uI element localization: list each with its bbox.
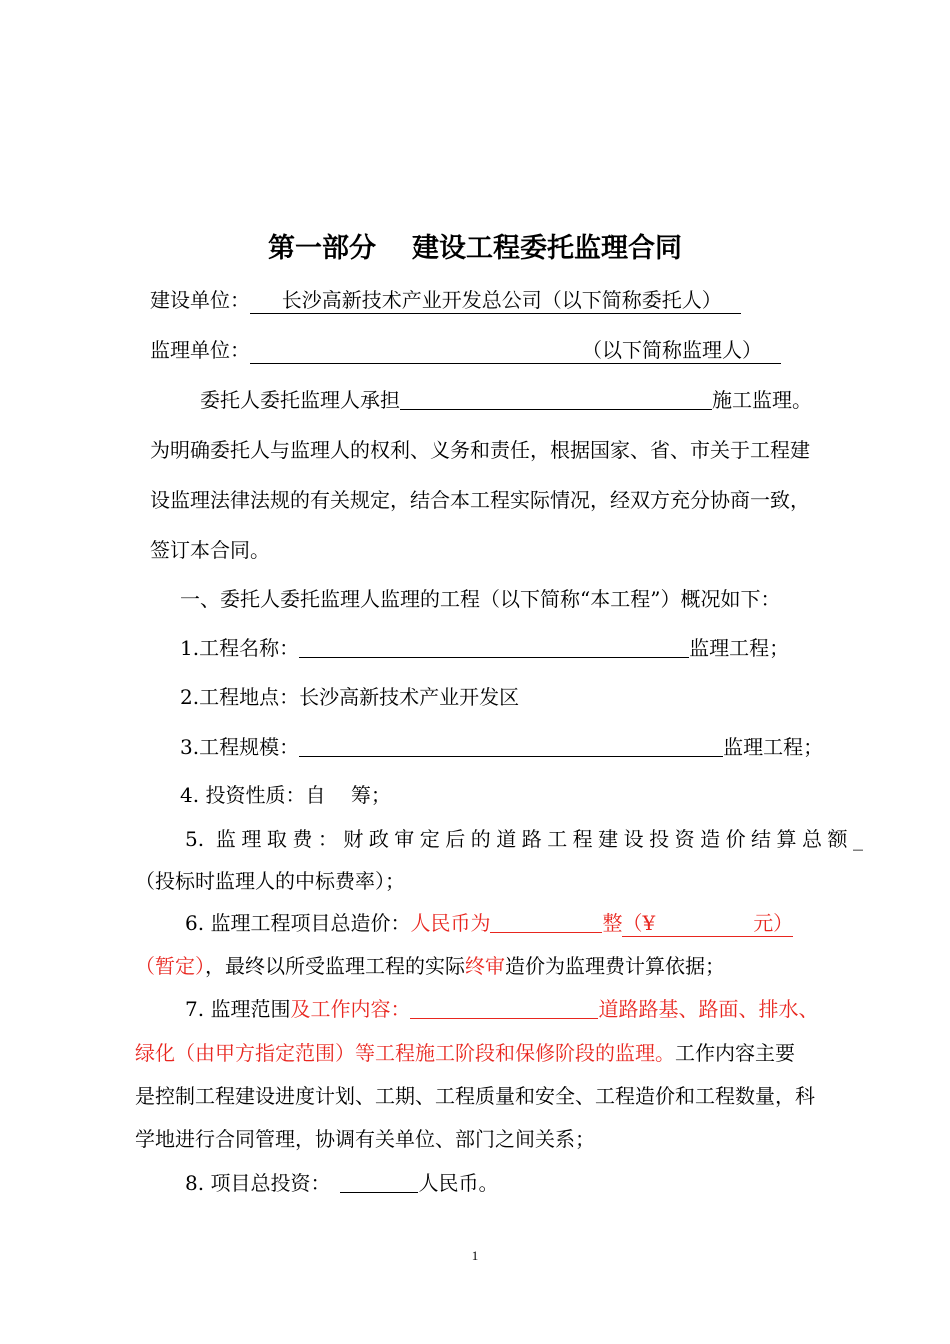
total-investment-blank[interactable] <box>340 1170 418 1193</box>
item-total-investment: 8. 项目总投资： 人民币。 <box>185 1171 499 1195</box>
item-project-scale: 3.工程规模： 监理工程； <box>180 735 824 759</box>
item-investment-nature: 4. 投资性质：自 筹； <box>180 783 391 807</box>
client-line <box>150 286 741 314</box>
total-cost-figure: （¥ 元） <box>622 911 794 935</box>
supervisor-label: 监理单位： <box>150 338 250 362</box>
item-fee-line-2: （投标时监理人的中标费率）； <box>135 869 405 893</box>
item-project-name: 1.工程名称： 监理工程； <box>180 636 790 660</box>
total-cost-amount-blank[interactable] <box>490 910 602 933</box>
page-number: 1 <box>471 1248 479 1263</box>
client-label: 建设单位： <box>150 288 250 312</box>
supervisor-value: （以下简称监理人） <box>250 338 781 364</box>
supervisor-line <box>150 336 781 364</box>
item-scope-line-4: 学地进行合同管理，协调有关单位、部门之间关系； <box>135 1127 595 1151</box>
item-scope-line-1: 7. 监理范围及工作内容： 道路路基、路面、排水、 <box>185 997 819 1021</box>
section-heading: 一、委托人委托监理人监理的工程（以下简称“本工程”）概况如下： <box>180 587 781 611</box>
item-scope-line-3: 是控制工程建设进度计划、工期、工程质量和安全、工程造价和工程数量，科 <box>135 1084 815 1108</box>
title-part: 第一部分 <box>268 233 376 264</box>
item-project-location: 2.工程地点：长沙高新技术产业开发区 <box>180 685 520 709</box>
project-scale-blank[interactable] <box>299 734 723 757</box>
item-scope-line-2: 绿化（由甲方指定范围）等工程施工阶段和保修阶段的监理。工作内容主要 <box>135 1041 795 1065</box>
item-fee-line-1: 5. 监理取费：财政审定后的道路工程建设投资造价结算总额_ <box>185 827 863 851</box>
intro-line-1: 委托人委托监理人承担 施工监理。 <box>200 388 812 412</box>
scope-blank[interactable] <box>410 996 598 1019</box>
client-value: 长沙高新技术产业开发总公司（以下简称委托人） <box>250 288 741 314</box>
title-name: 建设工程委托监理合同 <box>412 233 682 264</box>
item-total-cost-line-2: （暂定），最终以所受监理工程的实际终审造价为监理费计算依据； <box>135 954 725 978</box>
intro-line-3: 设监理法律法规的有关规定，结合本工程实际情况，经双方充分协商一致， <box>150 488 810 512</box>
intro-line-4: 签订本合同。 <box>150 538 270 562</box>
project-blank[interactable] <box>400 387 712 410</box>
item-total-cost-line-1: 6. 监理工程项目总造价：人民币为 整（¥ 元） <box>185 911 794 935</box>
intro-line-2: 为明确委托人与监理人的权利、义务和责任，根据国家、省、市关于工程建 <box>150 438 810 462</box>
project-name-blank[interactable] <box>299 635 689 658</box>
page-title <box>0 232 950 266</box>
